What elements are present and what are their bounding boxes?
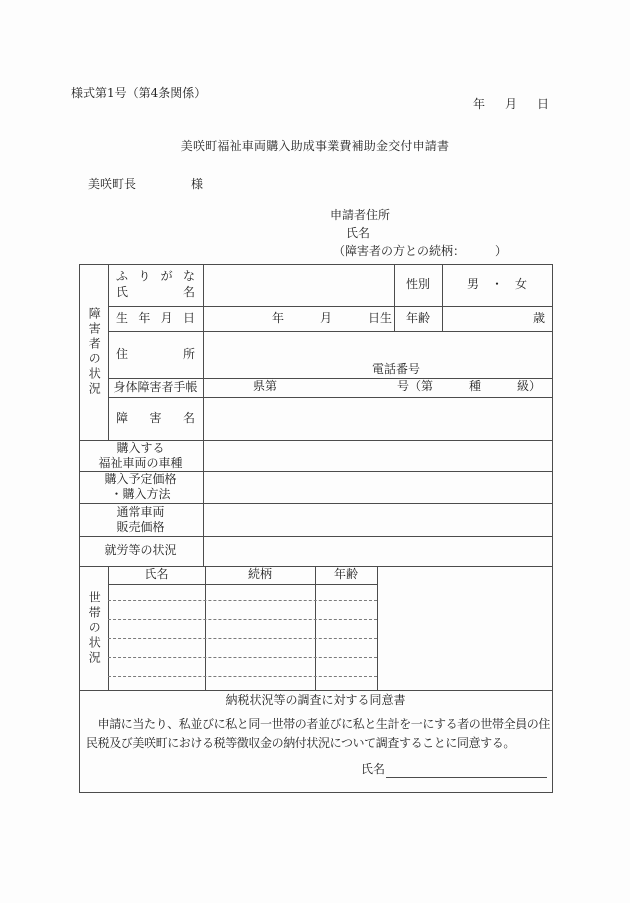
- table-grid-line: [108, 584, 377, 585]
- relation-note: （障害者の方との続柄： ）: [333, 244, 508, 258]
- normal-price-label-line2: 販売価格: [116, 519, 165, 534]
- table-grid-line: [108, 331, 552, 332]
- address-label-cell: [108, 331, 203, 378]
- table-grid-line: [394, 264, 395, 331]
- vehicle-type-label-cell: [78, 440, 203, 471]
- gender-label: 性別: [405, 277, 430, 292]
- signature-line: [386, 777, 547, 778]
- table-grid-line: [79, 471, 553, 472]
- table-grid-line: [79, 440, 553, 441]
- addressee-line: [88, 177, 203, 193]
- form-number: 様式第1号（第4条関係）: [71, 86, 207, 100]
- household-col-name: 氏名: [144, 567, 169, 582]
- household-row-dotted-line: [108, 619, 377, 620]
- normal-price-label-line1: 通常車両: [116, 504, 165, 519]
- address-label: 住所: [116, 346, 195, 361]
- household-col-age: 年齢: [333, 567, 358, 582]
- table-grid-line: [79, 264, 553, 265]
- applicant-address-label: 申請者住所: [330, 208, 391, 222]
- name-label: 氏名: [116, 285, 195, 299]
- consent-title: 納税状況等の調査に対する同意書: [225, 693, 406, 707]
- household-row-dotted-line: [108, 600, 377, 601]
- household-row-dotted-line: [108, 657, 377, 658]
- table-grid-line: [79, 792, 553, 793]
- table-grid-line: [108, 306, 552, 307]
- table-grid-line: [79, 690, 553, 691]
- consent-body-line1: 申請に当たり、私並びに私と同一世帯の者並びに私と生計を一にする者の世帯全員の住: [86, 717, 551, 731]
- normal-price-label-cell: [78, 503, 203, 536]
- birthdate-label: 生年月日: [116, 310, 195, 325]
- signature-label: 氏名: [361, 762, 386, 776]
- employment-label-cell: 就労等の状況: [104, 543, 177, 558]
- date-line: 年 月 日: [473, 97, 554, 111]
- birthdate-format-cell: 年 月 日生: [271, 310, 392, 325]
- table-grid-line: [79, 566, 553, 567]
- price-label-line2: ・購入方法: [110, 487, 171, 501]
- birthdate-label-cell: [108, 306, 203, 331]
- household-col-relation: 続柄: [247, 567, 272, 582]
- phone-label: 電話番号: [372, 362, 421, 376]
- gender-options: 男 ・ 女: [466, 277, 527, 292]
- age-unit-cell: 歳: [532, 310, 545, 325]
- table-grid-line: [552, 264, 553, 793]
- handbook-label: 身体障害者手帳: [113, 379, 198, 394]
- table-grid-line: [108, 397, 552, 398]
- disability-section-label: 障害者の状況: [87, 307, 102, 397]
- disability-name-label-cell: [108, 397, 203, 440]
- vehicle-type-label-line1: 購入する: [116, 440, 165, 455]
- applicant-name-label: 氏名: [346, 226, 371, 240]
- furigana-label: ふりがな: [116, 269, 195, 284]
- table-grid-line: [108, 378, 552, 379]
- household-row-dotted-line: [108, 638, 377, 639]
- age-label: 年齢: [405, 310, 430, 325]
- form-title: 美咲町福祉車両購入助成事業費補助金交付申請書: [180, 139, 450, 153]
- household-section-label: 世帯の状況: [87, 590, 102, 666]
- price-label-line1: 購入予定価格: [104, 472, 177, 486]
- consent-body-line2: 民税及び美咲町における税等徴収金の納付状況について調査することに同意する。: [86, 736, 515, 750]
- handbook-format-cell: 県第 号（第 種 級）: [253, 379, 542, 393]
- furigana-name-label-cell: [108, 264, 203, 306]
- name-input-cell: [203, 264, 394, 306]
- vehicle-type-label-line2: 福祉車両の車種: [98, 455, 183, 470]
- table-grid-line: [203, 264, 204, 566]
- household-row-dotted-line: [108, 676, 377, 677]
- table-grid-line: [79, 264, 80, 793]
- honorific: 様: [191, 177, 204, 191]
- table-grid-line: [79, 536, 553, 537]
- price-label-cell: [78, 471, 203, 503]
- table-grid-line: [442, 264, 443, 331]
- disability-name-label: 障害名: [116, 410, 195, 425]
- table-grid-line: [377, 566, 378, 690]
- addressee: 美咲町長: [88, 177, 137, 191]
- table-grid-line: [108, 264, 109, 440]
- table-grid-line: [79, 503, 553, 504]
